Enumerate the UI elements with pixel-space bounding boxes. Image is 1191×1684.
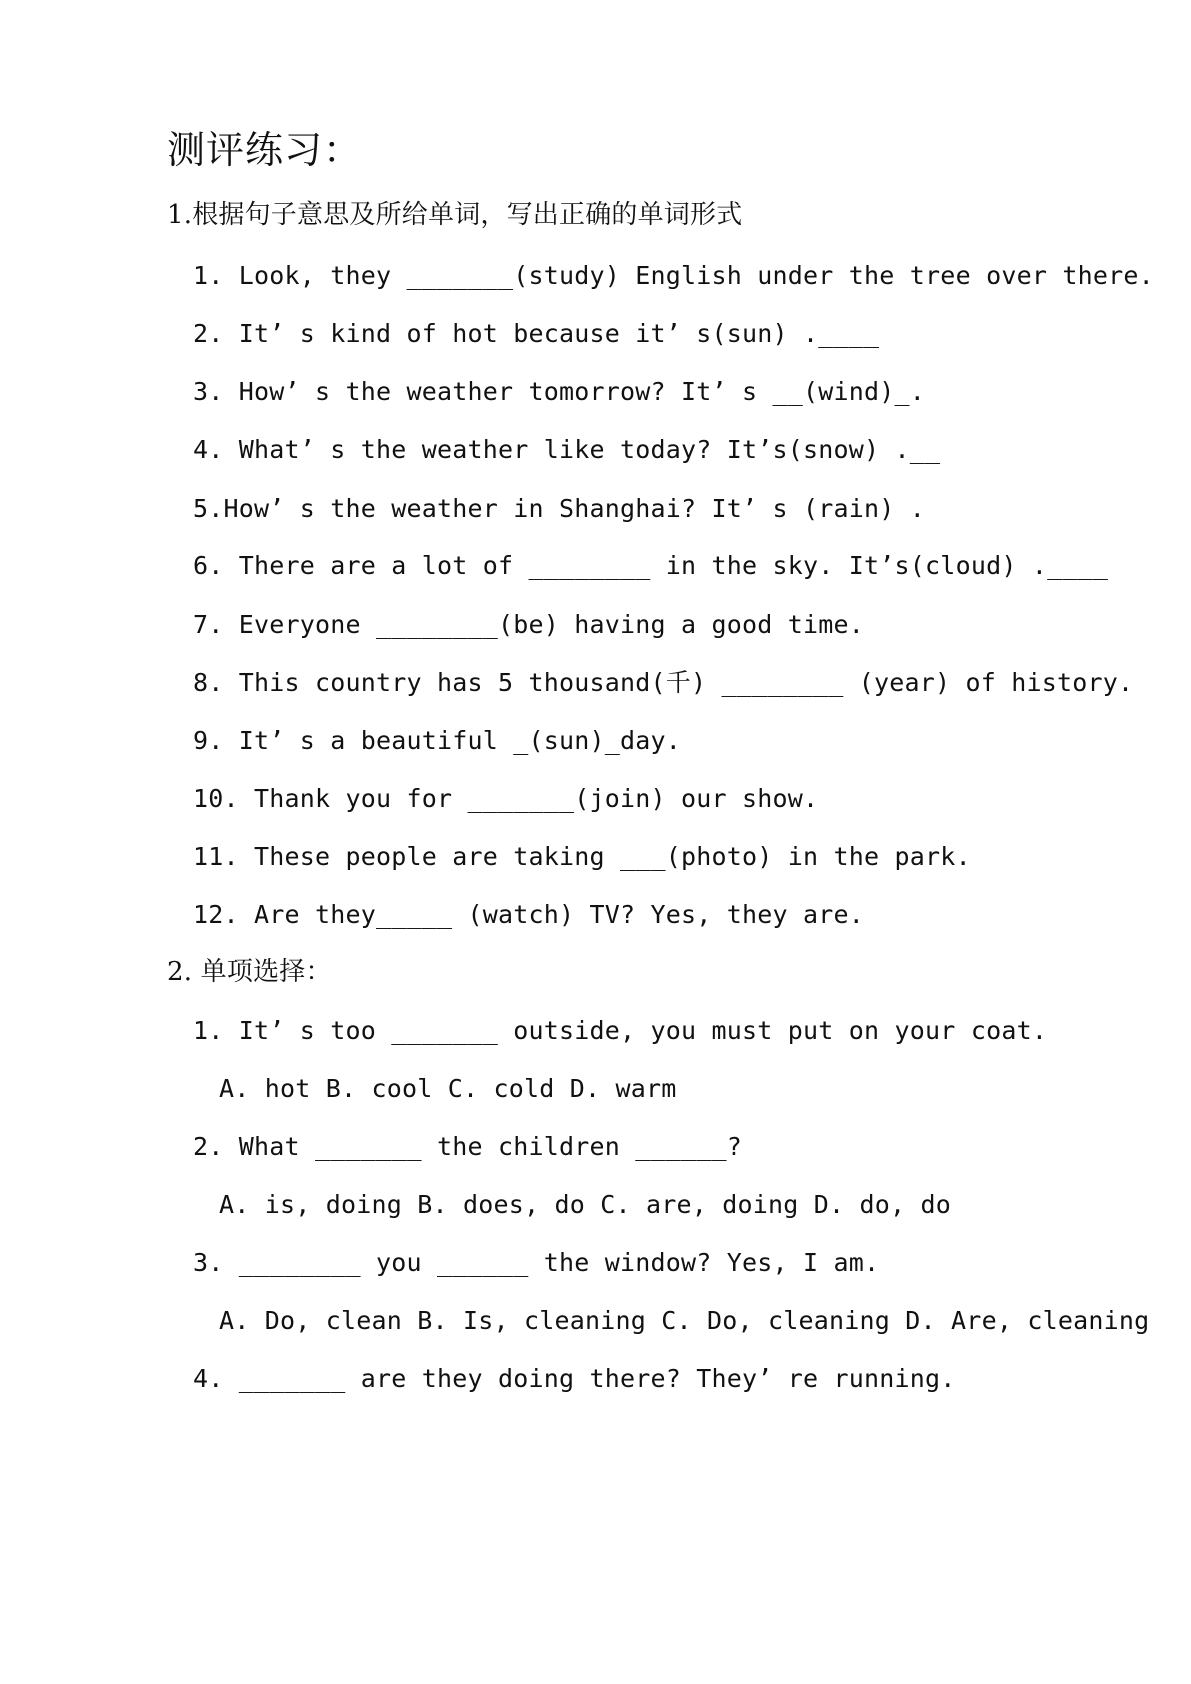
options-line: A. hot B. cool C. cold D. warm: [219, 1074, 677, 1103]
question-line: 2. What _______ the children ______?: [193, 1132, 743, 1161]
options-line: A. is, doing B. does, do C. are, doing D. do, do: [219, 1190, 952, 1219]
exercise-item: 6. There are a lot of ________ in the sky. It’s(cloud) .____: [193, 551, 1109, 580]
exercise-item: 11. These people are taking ___(photo) in the park.: [193, 842, 971, 871]
exercise-item: 1. Look, they _______(study) English under the tree over there.: [193, 261, 1154, 290]
question-line: 1. It’ s too _______ outside, you must put on your coat.: [193, 1016, 1048, 1045]
section1-heading: 1.根据句子意思及所给单词，写出正确的单词形式: [167, 200, 743, 230]
options-line: A. Do, clean B. Is, cleaning C. Do, cleaning D. Are, cleaning: [219, 1306, 1150, 1335]
section2-heading: 2. 单项选择：: [167, 957, 332, 987]
exercise-item: 8. This country has 5 thousand(千) ________ (year) of history.: [193, 668, 1134, 697]
page-title: 测评练习：: [167, 128, 363, 172]
question-line: 4. _______ are they doing there? They’ re running.: [193, 1364, 956, 1393]
exercise-item: 10. Thank you for _______(join) our show.: [193, 784, 819, 813]
exercise-item: 9. It’ s a beautiful _(sun)_day.: [193, 726, 682, 755]
exercise-item: 12. Are they_____ (watch) TV? Yes, they are.: [193, 900, 865, 929]
question-line: 3. ________ you ______ the window? Yes, I am.: [193, 1248, 880, 1277]
exercise-item: 2. It’ s kind of hot because it’ s(sun) .____: [193, 319, 880, 348]
exercise-item: 4. What’ s the weather like today? It’s(snow) .__: [193, 435, 941, 464]
exercise-item: 5.How’ s the weather in Shanghai? It’ s (rain) .: [193, 494, 926, 523]
exercise-item: 7. Everyone ________(be) having a good time.: [193, 610, 865, 639]
exercise-item: 3. How’ s the weather tomorrow? It’ s __(wind)_.: [193, 377, 926, 406]
